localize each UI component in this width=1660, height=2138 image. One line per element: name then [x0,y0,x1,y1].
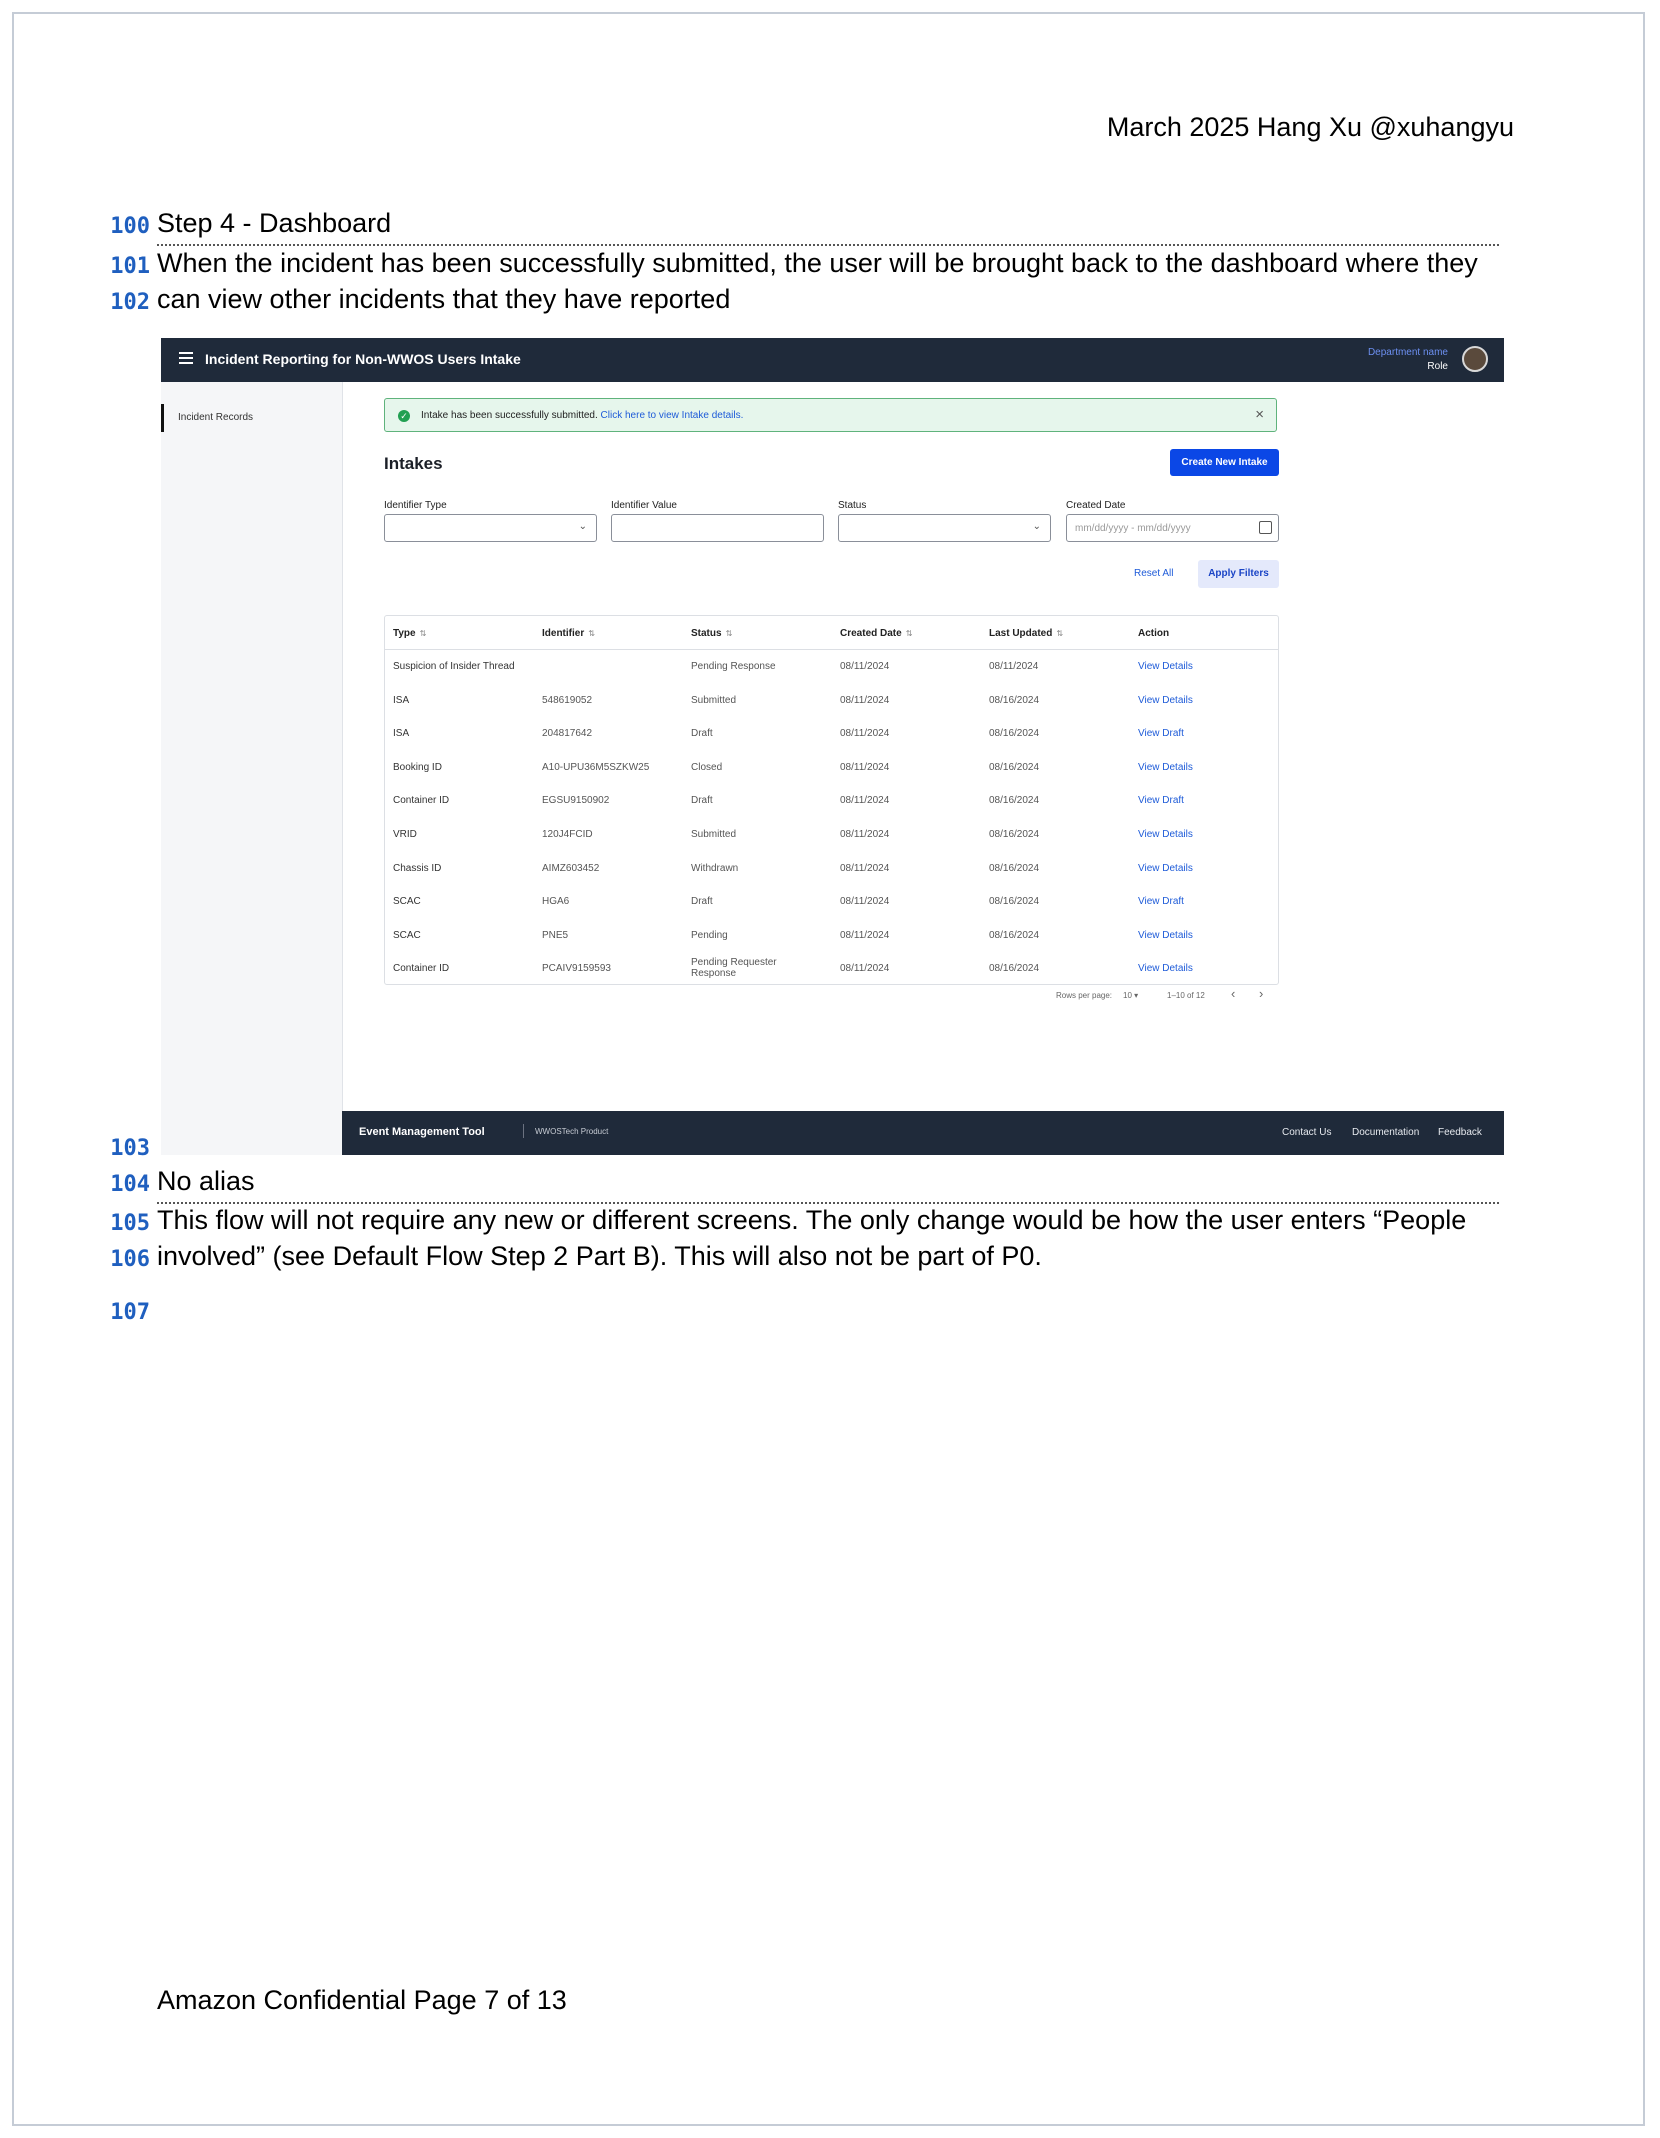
cell-type: ISA [393,694,410,706]
cell-created-date: 08/11/2024 [840,829,890,840]
cell-status: Submitted [691,829,737,840]
heading-rule [157,1202,1499,1204]
document-footer: Amazon Confidential Page 7 of 13 [157,1985,567,2015]
cell-type: Container ID [393,963,450,975]
intakes-table [384,615,1279,985]
cell-created-date: 08/11/2024 [840,963,890,975]
body-text: This flow will not require any new or different screens. The only change would be how the user enters “People [157,1205,1467,1235]
footer-brand: Event Management Tool [359,1126,485,1138]
sidebar-item-incident-records[interactable] [161,404,345,432]
cell-type: ISA [393,728,410,740]
alert-details-link[interactable]: Click here to view Intake details. [600,410,744,421]
cell-identifier: 204817642 [542,728,593,740]
sort-icon: ⇅ [419,629,427,638]
alert-message [421,410,743,421]
line-number: 106 [110,1247,150,1272]
rows-per-page-select[interactable]: 10 ▾ [1123,991,1139,1000]
sort-icon: ⇅ [905,629,913,638]
cell-status: Draft [691,728,713,740]
footer-link-feedback[interactable]: Feedback [1438,1127,1482,1138]
sort-icon: ⇅ [1056,629,1064,638]
cell-status: Submitted [691,694,737,706]
chevron-right-icon[interactable]: › [1259,986,1264,1001]
column-header-type[interactable]: Type ⇅ [393,628,427,639]
identifier-value-label: Identifier Value [611,500,677,511]
sort-icon: ⇅ [588,629,595,638]
app-topbar [161,338,1504,382]
line-number: 103 [110,1136,150,1161]
section-heading: No alias [157,1166,255,1196]
cell-type: Suspicion of Insider Thread [393,661,515,672]
chevron-down-icon: ⌄ [1032,521,1041,532]
check-circle-icon: ✓ [398,410,410,422]
cell-created-date: 08/11/2024 [840,929,890,941]
cell-last-updated: 08/16/2024 [989,963,1040,975]
line-number: 102 [110,290,150,315]
sort-icon: ⇅ [725,629,733,638]
body-text: When the incident has been successfully submitted, the user will be brought back to the dashboard where they [157,248,1478,278]
cell-identifier: 548619052 [542,694,593,706]
close-icon[interactable]: × [1255,406,1264,423]
cell-identifier: EGSU9150902 [542,795,610,807]
cell-last-updated: 08/11/2024 [989,661,1039,672]
cell-status: Pending [691,929,728,941]
create-new-intake-button[interactable]: Create New Intake [1170,449,1279,476]
apply-filters-button[interactable]: Apply Filters [1198,560,1279,588]
calendar-icon[interactable] [1259,521,1272,534]
cell-identifier: AIMZ603452 [542,862,600,874]
body-text: involved” (see Default Flow Step 2 Part B). This will also not be part of P0. [157,1241,1042,1271]
cell-status: Closed [691,761,723,773]
created-date-label: Created Date [1066,500,1126,511]
row-action-link[interactable]: View Details [1138,862,1193,874]
row-action-link[interactable]: View Details [1138,829,1193,840]
cell-last-updated: 08/16/2024 [989,929,1040,941]
heading-rule [157,244,1499,246]
identifier-type-select[interactable] [384,514,597,542]
chevron-left-icon[interactable]: ‹ [1231,986,1236,1001]
line-number: 101 [110,254,150,279]
rows-per-page-label: Rows per page: [1056,991,1113,1000]
row-action-link[interactable]: View Draft [1138,896,1184,908]
column-header-last-updated[interactable]: Last Updated ⇅ [989,628,1064,639]
created-date-range-input[interactable] [1066,514,1279,542]
app-title: Incident Reporting for Non-WWOS Users Intake [205,351,521,367]
success-alert [384,398,1277,432]
cell-last-updated: 08/16/2024 [989,829,1040,840]
row-action-link[interactable]: View Details [1138,929,1193,941]
column-header-created-date[interactable]: Created Date ⇅ [840,628,913,639]
identifier-type-label: Identifier Type [384,500,447,511]
cell-type: VRID [393,829,417,840]
row-action-link[interactable]: View Details [1138,963,1193,975]
row-action-link[interactable]: View Details [1138,661,1193,672]
sidebar [161,382,343,1155]
cell-last-updated: 08/16/2024 [989,694,1040,706]
cell-status: Pending Requester Response [691,957,777,980]
app-footer [342,1111,1504,1155]
footer-divider [523,1124,524,1138]
reset-all-button[interactable]: Reset All [1134,568,1174,579]
status-label: Status [838,500,867,511]
cell-type: Booking ID [393,761,442,773]
cell-created-date: 08/11/2024 [840,694,890,706]
cell-identifier: HGA6 [542,896,570,908]
user-role: Role [1427,361,1448,372]
table-header-divider [385,649,1278,650]
department-name: Department name [1367,347,1448,358]
cell-type: SCAC [393,896,421,908]
cell-identifier: 120J4FCID [542,829,593,840]
status-select[interactable] [838,514,1051,542]
section-heading: Step 4 - Dashboard [157,208,392,238]
app-screenshot [161,338,1504,1155]
column-header-status[interactable]: Status ⇅ [691,628,733,639]
line-number: 100 [110,214,150,239]
cell-last-updated: 08/16/2024 [989,728,1040,740]
footer-link-contact-us[interactable]: Contact Us [1282,1127,1332,1138]
page-title: Intakes [384,454,443,473]
menu-icon[interactable] [179,352,193,364]
cell-created-date: 08/11/2024 [840,728,890,740]
column-header-action: Action [1138,628,1170,639]
pagination-range: 1–10 of 12 [1167,991,1205,1000]
cell-last-updated: 08/16/2024 [989,862,1040,874]
cell-created-date: 08/11/2024 [840,761,890,773]
cell-status: Withdrawn [691,862,739,874]
column-header-identifier[interactable]: Identifier ⇅ [542,628,595,639]
line-number: 105 [110,1211,150,1236]
cell-created-date: 08/11/2024 [840,862,890,874]
sidebar-item-label: Incident Records [178,412,254,423]
cell-created-date: 08/11/2024 [840,896,890,908]
cell-created-date: 08/11/2024 [840,795,890,807]
identifier-value-input[interactable] [611,514,824,542]
footer-product: WWOSTech Product [535,1127,609,1136]
cell-created-date: 08/11/2024 [840,661,890,672]
cell-status: Draft [691,795,713,807]
cell-last-updated: 08/16/2024 [989,795,1040,807]
cell-status: Draft [691,896,713,908]
date-placeholder: mm/dd/yyyy - mm/dd/yyyy [1075,523,1191,534]
footer-link-documentation[interactable]: Documentation [1352,1127,1420,1138]
chevron-down-icon: ⌄ [578,521,587,532]
body-text: can view other incidents that they have reported [157,284,731,314]
document-header: March 2025 Hang Xu @xuhangyu [1106,112,1514,142]
alert-text: Intake has been successfully submitted. [421,410,598,421]
cell-type: Chassis ID [393,862,442,874]
cell-status: Pending Response [691,661,776,672]
line-number: 104 [110,1172,150,1197]
cell-type: Container ID [393,795,450,807]
cell-identifier: PCAIV9159593 [542,963,611,975]
cell-type: SCAC [393,929,421,941]
line-number: 107 [110,1300,150,1325]
avatar[interactable] [1462,346,1488,372]
row-action-link[interactable]: View Draft [1138,795,1184,807]
row-action-link[interactable]: View Draft [1138,728,1184,740]
cell-identifier: A10-UPU36M5SZKW25 [542,761,650,773]
cell-identifier: PNE5 [542,929,569,941]
row-action-link[interactable]: View Details [1138,694,1193,706]
cell-last-updated: 08/16/2024 [989,896,1040,908]
row-action-link[interactable]: View Details [1138,761,1193,773]
cell-last-updated: 08/16/2024 [989,761,1040,773]
